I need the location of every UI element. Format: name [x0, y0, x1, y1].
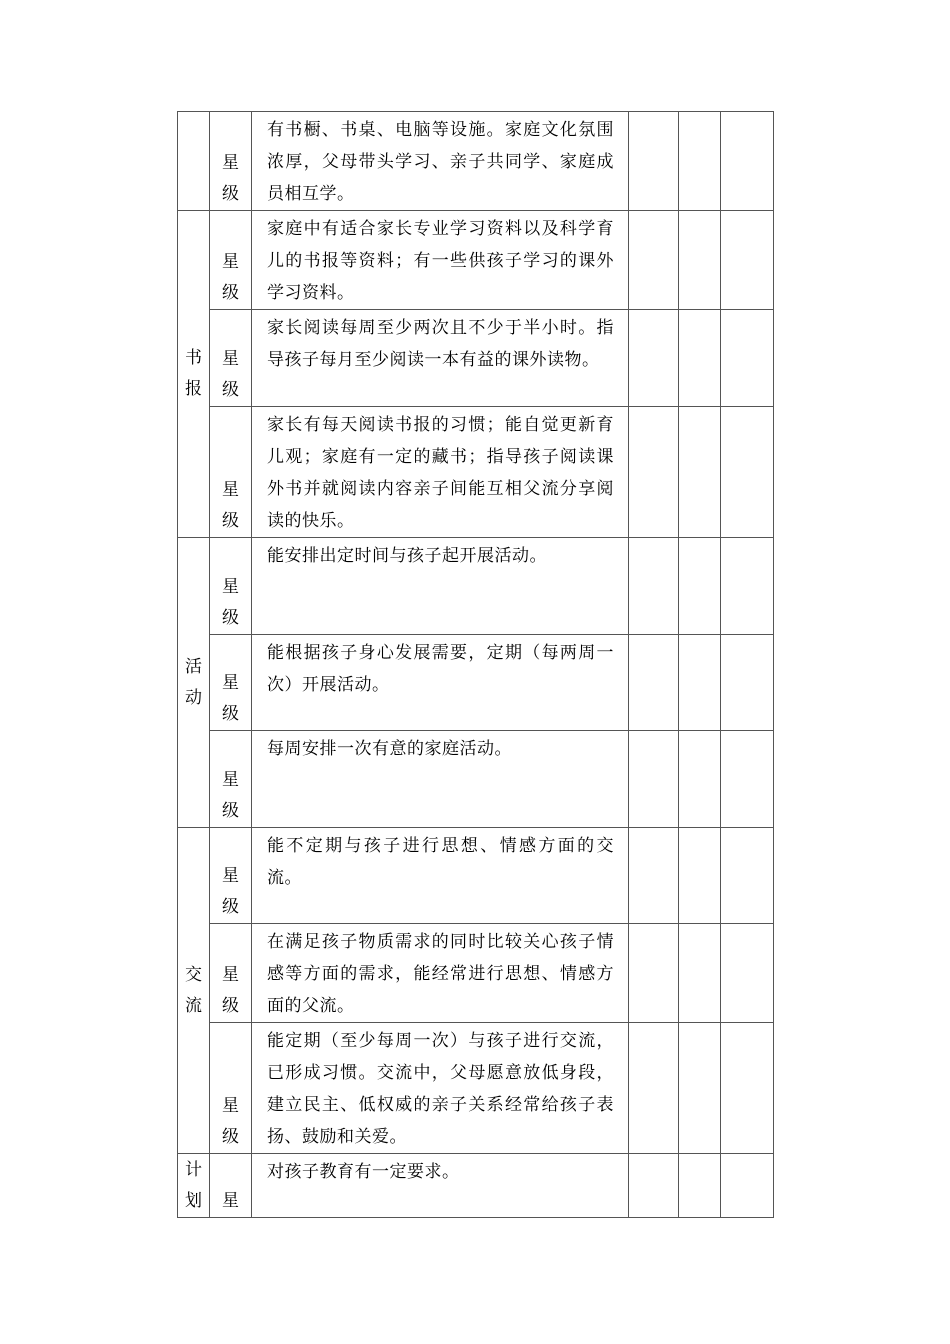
table-row [178, 211, 774, 310]
score-cell [679, 112, 721, 211]
table-row [178, 538, 774, 635]
score-cell [629, 1023, 679, 1154]
description-cell: 家庭中有适合家长专业学习资料以及科学育儿的书报等资料；有一些供孩子学习的课外学习资料。 [252, 211, 629, 310]
level-cell: 星 [210, 1154, 252, 1218]
description-cell: 家长有每天阅读书报的习惯；能自觉更新育儿观；家庭有一定的藏书；指导孩子阅读课外书并就阅读内容亲子间能互相父流分享阅读的快乐。 [252, 407, 629, 538]
level-cell: 星 级 [210, 211, 252, 310]
table-row [178, 924, 774, 1023]
table-row [178, 407, 774, 538]
table-row [178, 1154, 774, 1218]
category-cell-huodong: 活 动 [178, 538, 210, 828]
score-cell [629, 731, 679, 828]
description-cell: 有书橱、书桌、电脑等设施。家庭文化氛围浓厚，父母带头学习、亲子共同学、家庭成员相互学。 [252, 112, 629, 211]
score-cell [679, 924, 721, 1023]
score-cell [679, 538, 721, 635]
level-cell: 星 级 [210, 112, 252, 211]
level-cell: 星 级 [210, 407, 252, 538]
score-cell [629, 407, 679, 538]
score-cell [629, 635, 679, 731]
score-cell [721, 407, 774, 538]
table-row [178, 112, 774, 211]
description-cell: 家长阅读每周至少两次且不少于半小时。指导孩子每月至少阅读一本有益的课外读物。 [252, 310, 629, 407]
score-cell [629, 112, 679, 211]
category-cell-jiaoliu: 交 流 [178, 828, 210, 1154]
description-cell: 在满足孩子物质需求的同时比较关心孩子情感等方面的需求，能经常进行思想、情感方面的父流。 [252, 924, 629, 1023]
score-cell [721, 112, 774, 211]
table-row [178, 310, 774, 407]
score-cell [721, 211, 774, 310]
score-cell [629, 828, 679, 924]
score-cell [679, 1023, 721, 1154]
evaluation-table [177, 111, 774, 1218]
level-cell: 星 级 [210, 1023, 252, 1154]
score-cell [679, 1154, 721, 1218]
table-row [178, 635, 774, 731]
level-cell: 星 级 [210, 635, 252, 731]
level-cell: 星 级 [210, 310, 252, 407]
score-cell [721, 1154, 774, 1218]
score-cell [629, 1154, 679, 1218]
score-cell [721, 1023, 774, 1154]
score-cell [679, 310, 721, 407]
score-cell [721, 538, 774, 635]
score-cell [721, 924, 774, 1023]
score-cell [629, 924, 679, 1023]
level-cell: 星 级 [210, 731, 252, 828]
level-cell: 星 级 [210, 828, 252, 924]
category-cell-shubao: 书 报 [178, 211, 210, 538]
score-cell [721, 635, 774, 731]
score-cell [629, 310, 679, 407]
score-cell [679, 407, 721, 538]
score-cell [721, 828, 774, 924]
description-cell: 能安排出定时间与孩子起开展活动。 [252, 538, 629, 635]
score-cell [679, 731, 721, 828]
description-cell: 能定期（至少每周一次）与孩子进行交流，已形成习惯。交流中，父母愿意放低身段，建立民主、低权威的亲子关系经常给孩子表扬、鼓励和关爱。 [252, 1023, 629, 1154]
score-cell [679, 828, 721, 924]
score-cell [679, 635, 721, 731]
description-cell: 对孩子教育有一定要求。 [252, 1154, 629, 1218]
description-cell: 能不定期与孩子进行思想、情感方面的交流。 [252, 828, 629, 924]
category-cell-empty [178, 112, 210, 211]
table-row [178, 731, 774, 828]
table-row [178, 828, 774, 924]
score-cell [679, 211, 721, 310]
score-cell [629, 211, 679, 310]
score-cell [721, 731, 774, 828]
level-cell: 星 级 [210, 924, 252, 1023]
table-row [178, 1023, 774, 1154]
score-cell [721, 310, 774, 407]
description-cell: 能根据孩子身心发展需要，定期（每两周一次）开展活动。 [252, 635, 629, 731]
description-cell: 每周安排一次有意的家庭活动。 [252, 731, 629, 828]
category-cell-jihua: 计 划 [178, 1154, 210, 1218]
level-cell: 星 级 [210, 538, 252, 635]
score-cell [629, 538, 679, 635]
